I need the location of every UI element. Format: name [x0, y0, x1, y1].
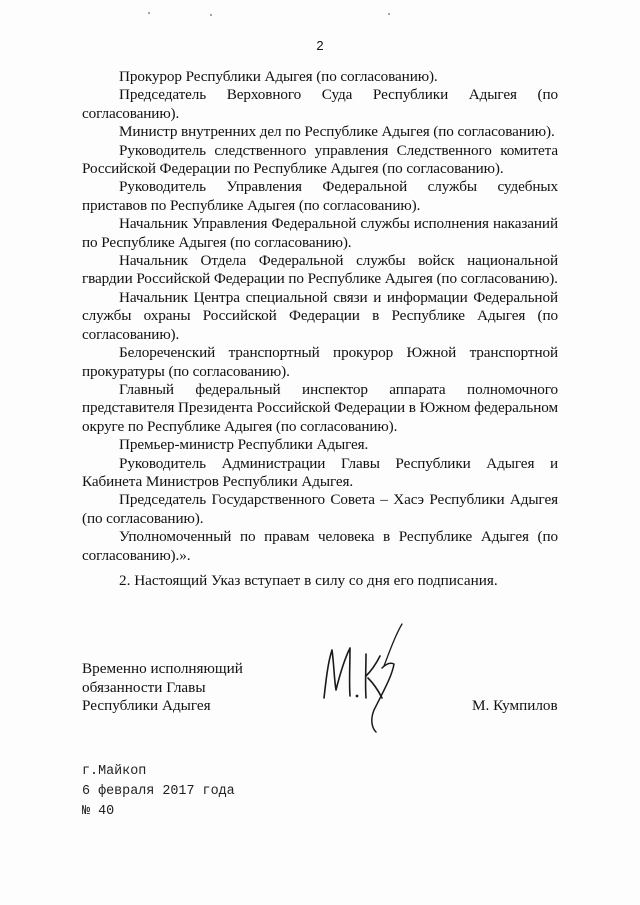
signer-title-line: обязанности Главы [82, 678, 206, 696]
scan-speck [210, 14, 212, 16]
list-item: Главный федеральный инспектор аппарата полномочного представителя Президента Российской Федерации в Южном федеральном округе по Республике Адыгея (по согласованию). [82, 380, 558, 435]
page-number: 2 [316, 38, 324, 53]
decree-date: 6 февраля 2017 года [82, 784, 235, 799]
list-item: Начальник Центра специальной связи и информации Федеральной службы охраны Российской Федерации в Республике Адыгея (по согласованию). [82, 288, 558, 343]
signer-title-line: Временно исполняющий [82, 660, 243, 677]
decree-details [82, 762, 235, 822]
scan-speck [148, 12, 150, 14]
list-item: Премьер-министр Республики Адыгея. [119, 436, 369, 454]
list-item: Председатель Государственного Совета – Хасэ Республики Адыгея (по согласованию). [82, 491, 558, 527]
scan-speck [388, 13, 390, 15]
list-item: Министр внутренних дел по Республике Адыгея (по согласованию). [119, 123, 555, 141]
list-item: Прокурор Республики Адыгея (по согласованию). [119, 68, 438, 85]
list-item: Председатель Верховного Суда Республики Адыгея (по согласованию). [82, 86, 558, 122]
list-item: Руководитель Управления Федеральной службы судебных приставов по Республике Адыгея (по согласованию). [82, 178, 558, 214]
list-item: Начальник Отдела Федеральной службы войск национальной гвардии Российской Федерации по Республике Адыгея (по согласованию). [82, 252, 558, 288]
signer-title [82, 660, 243, 716]
decree-city: г.Майкоп [82, 764, 147, 779]
list-item: Руководитель Администрации Главы Республики Адыгея и Кабинета Министров Республики Адыгея. [82, 454, 558, 490]
list-item: Руководитель следственного управления Следственного комитета Российской Федерации по Республике Адыгея (по согласованию). [82, 141, 558, 178]
decree-item-2: 2. Настоящий Указ вступает в силу со дня его подписания. [119, 572, 498, 589]
officials-list [82, 68, 558, 565]
handwritten-signature [312, 620, 412, 740]
list-item: Белореченский транспортный прокурор Южной транспортной прокуратуры (по согласованию). [82, 344, 558, 380]
list-item: Уполномоченный по правам человека в Республике Адыгея (по согласованию).». [82, 528, 558, 564]
signer-title-line: Республики Адыгея [82, 697, 211, 715]
list-item: Начальник Управления Федеральной службы исполнения наказаний по Республике Адыгея (по согласованию). [82, 215, 558, 251]
decree-number: № 40 [82, 804, 115, 819]
signer-name: М. Кумпилов [472, 697, 558, 714]
